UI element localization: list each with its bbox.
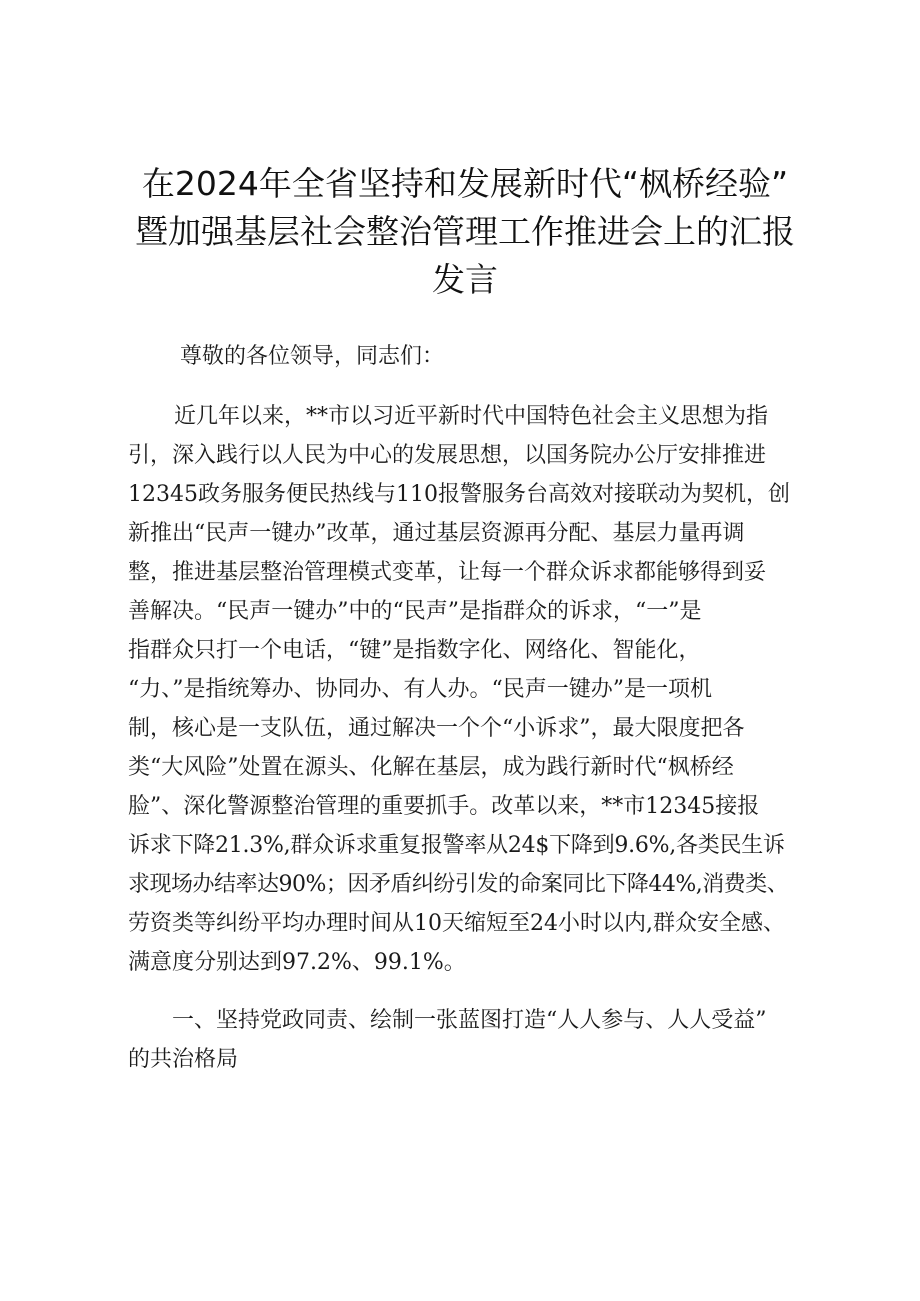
heading-line: 的共治格局 bbox=[128, 1047, 239, 1072]
title-line: 发言 bbox=[432, 260, 498, 299]
paragraph-line: 脸”、深化警源整治管理的重要抓手。改革以来，**市12345接报 bbox=[128, 794, 760, 819]
paragraph-line: 引，深入践行以人民为中心的发展思想，以国务院办公厅安排推进 bbox=[128, 443, 767, 468]
paragraph-line: 满意度分别达到97.2%、99.1%。 bbox=[128, 950, 466, 975]
paragraph-line: “力、”是指统筹办、协同办、有人办。“民声一键办”是一项机 bbox=[128, 677, 712, 702]
paragraph-line: 指群众只打一个电话，“键”是指数字化、网络化、智能化， bbox=[128, 638, 701, 663]
paragraph-line: 12345政务服务便民热线与110报警服务台高效对接联动为契机，创 bbox=[128, 482, 790, 507]
paragraph-line: 制，核心是一支队伍，通过解决一个个“小诉求”，最大限度把各 bbox=[128, 716, 745, 741]
title-line: 暨加强基层社会整治管理工作推进会上的汇报 bbox=[135, 212, 795, 251]
document-title bbox=[120, 160, 810, 304]
paragraph-line: 新推出“民声一键办”改革，通过基层资源再分配、基层力量再调 bbox=[128, 521, 745, 546]
paragraph-line: 近几年以来，**市以习近平新时代中国特色社会主义思想为指 bbox=[174, 404, 769, 429]
paragraph-line: 诉求下降21.3%,群众诉求重复报警率从24$下降到9.6%,各类民生诉 bbox=[128, 833, 785, 858]
paragraph-line: 善解决。“民声一键办”中的“民声”是指群众的诉求，“一”是 bbox=[128, 599, 702, 624]
heading-line: 一、坚持党政同责、绘制一张蓝图打造“人人参与、人人受益” bbox=[172, 1008, 767, 1033]
paragraph-line: 劳资类等纠纷平均办理时间从10天缩短至24小时以内,群众安全感、 bbox=[128, 911, 785, 936]
salutation: 尊敬的各位领导，同志们： bbox=[180, 344, 445, 369]
paragraph-line: 类“大风险”处置在源头、化解在基层，成为践行新时代“枫桥经 bbox=[128, 755, 734, 780]
paragraph-line: 整，推进基层整治管理模式变革，让每一个群众诉求都能够得到妥 bbox=[128, 560, 767, 585]
title-line: 在2024年全省坚持和发展新时代“枫桥经验” bbox=[141, 164, 789, 203]
paragraph-line: 求现场办结率达90%；因矛盾纠纷引发的命案同比下降44%,消费类、 bbox=[128, 872, 789, 897]
